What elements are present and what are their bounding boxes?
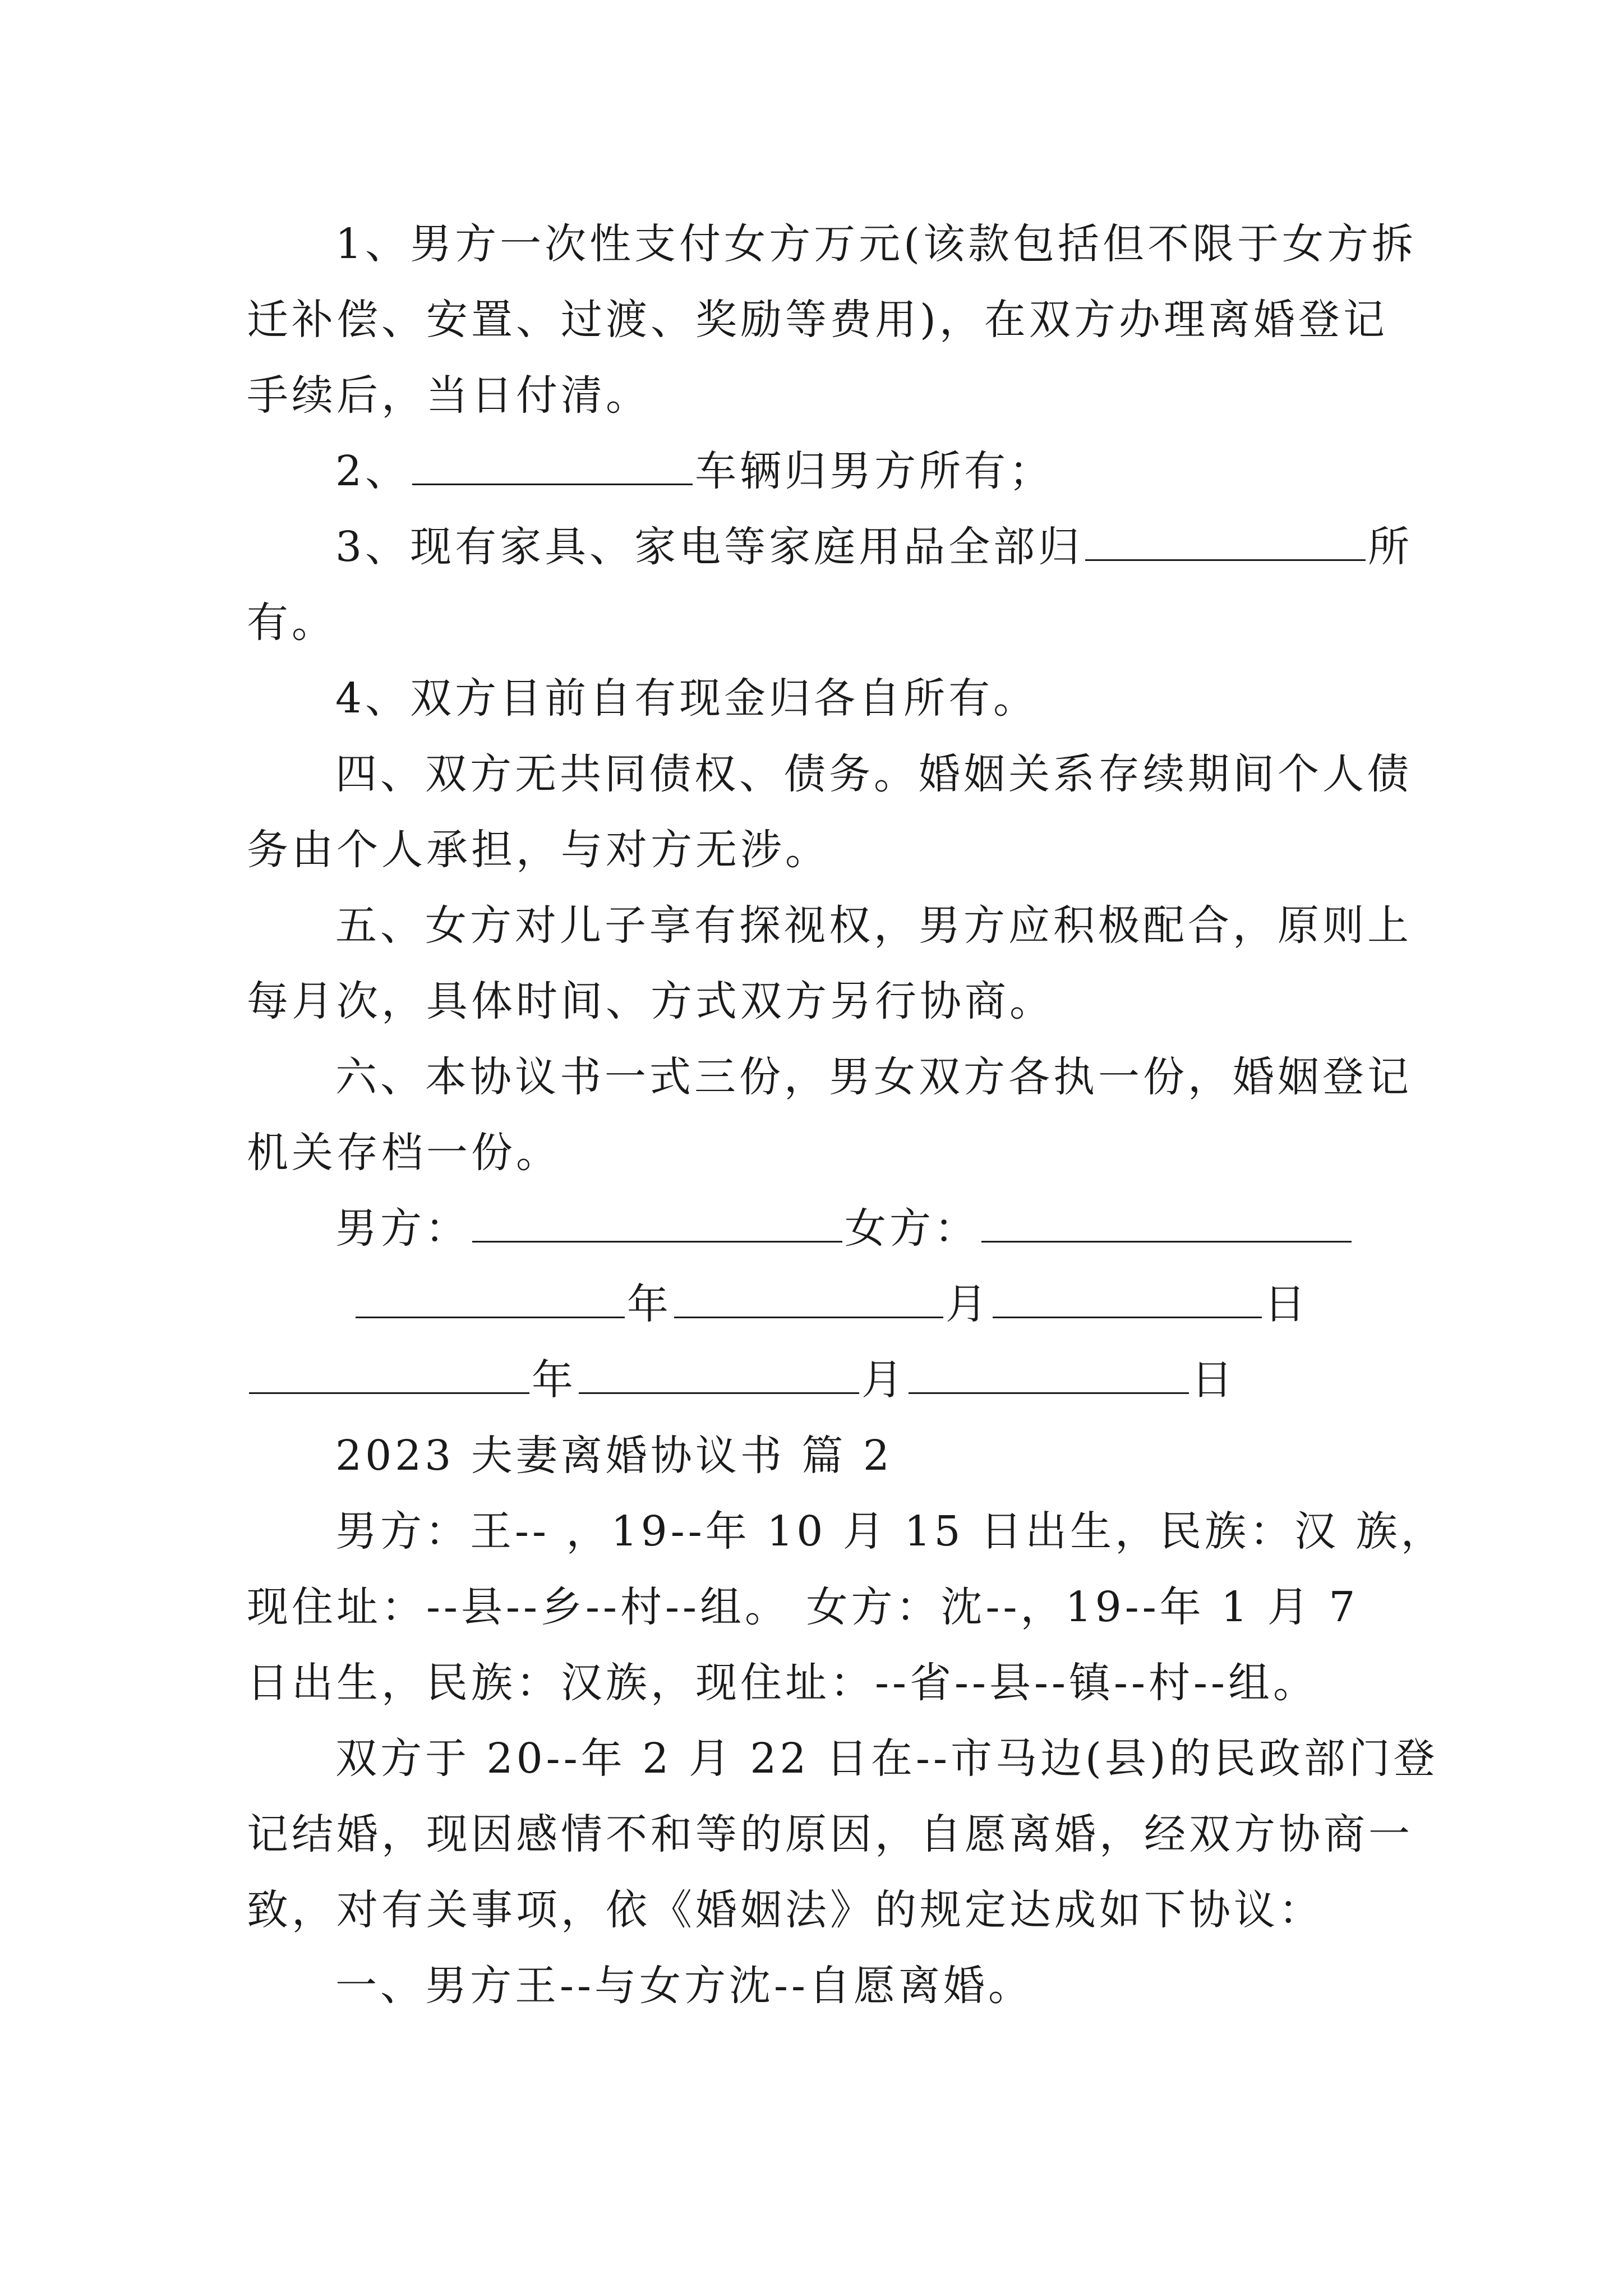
paragraph-line: 有。 [247,599,336,647]
paragraph-line: 现住址：--县--乡--村--组。 女方：沈--，19--年 1 月 7 [247,1583,1359,1631]
month-label: 月 [861,1356,906,1404]
paragraph-line: 1、男方一次性支付女方万元(该款包括但不限于女方拆 [335,220,1417,268]
paragraph-line: 每月次，具体时间、方式双方另行协商。 [247,977,1054,1025]
day-label: 日 [1264,1280,1309,1328]
paragraph-line: 四、双方无共同债权、债务。婚姻关系存续期间个人债 [335,750,1412,798]
female-signature-label: 女方： [845,1204,979,1253]
date-line [353,1276,1309,1332]
item-number: 2、 [335,447,411,495]
paragraph-line: 致，对有关事项，依《婚姻法》的规定达成如下协议： [247,1886,1324,1934]
paragraph-line: 双方于 20--年 2 月 22 日在--市马边(县)的民政部门登 [335,1734,1438,1783]
paragraph-line-with-blank [335,519,1413,575]
paragraph-line: 务由个人承担，与对方无涉。 [247,826,830,874]
fill-in-blank [1085,519,1366,561]
item-text: 所 [1368,523,1413,571]
paragraph-line: 机关存档一份。 [247,1129,561,1177]
paragraph-line: 五、女方对儿子享有探视权，男方应积极配合，原则上 [335,901,1412,950]
month-blank [674,1276,943,1318]
female-signature-blank [981,1200,1352,1243]
paragraph-line: 男方：王-- ，19--年 10 月 15 日出生，民族：汉 族， [335,1507,1446,1556]
paragraph-line: 日出生，民族：汉族，现住址：--省--县--镇--村--组。 [247,1659,1318,1707]
month-label: 月 [946,1280,990,1328]
item-text: 3、现有家具、家电等家庭用品全部归 [335,523,1083,571]
paragraph-line: 一、男方王--与女方沈--自愿离婚。 [335,1962,1034,2010]
male-signature-blank [472,1200,842,1243]
day-blank [993,1276,1262,1318]
paragraph-line: 记结婚，现因感情不和等的原因，自愿离婚，经双方协商一 [247,1810,1413,1858]
paragraph-line-with-blank [335,443,1054,499]
year-label: 年 [627,1280,672,1328]
paragraph-line: 手续后，当日付清。 [247,371,651,420]
year-blank [356,1276,625,1318]
fill-in-blank [412,443,693,485]
signature-line [335,1200,1354,1257]
male-signature-label: 男方： [335,1204,470,1253]
date-line [247,1352,1236,1408]
day-label: 日 [1191,1356,1236,1404]
item-text: 车辆归男方所有； [695,447,1054,495]
month-blank [579,1352,859,1394]
year-label: 年 [532,1356,577,1404]
year-blank [249,1352,529,1394]
paragraph-line: 六、本协议书一式三份，男女双方各执一份，婚姻登记 [335,1053,1412,1101]
paragraph-line: 4、双方目前自有现金归各自所有。 [335,674,1039,723]
section-heading: 2023 夫妻离婚协议书 篇 2 [335,1432,893,1480]
paragraph-line: 迁补偿、安置、过渡、奖励等费用)，在双方办理离婚登记 [247,296,1388,344]
day-blank [909,1352,1189,1394]
